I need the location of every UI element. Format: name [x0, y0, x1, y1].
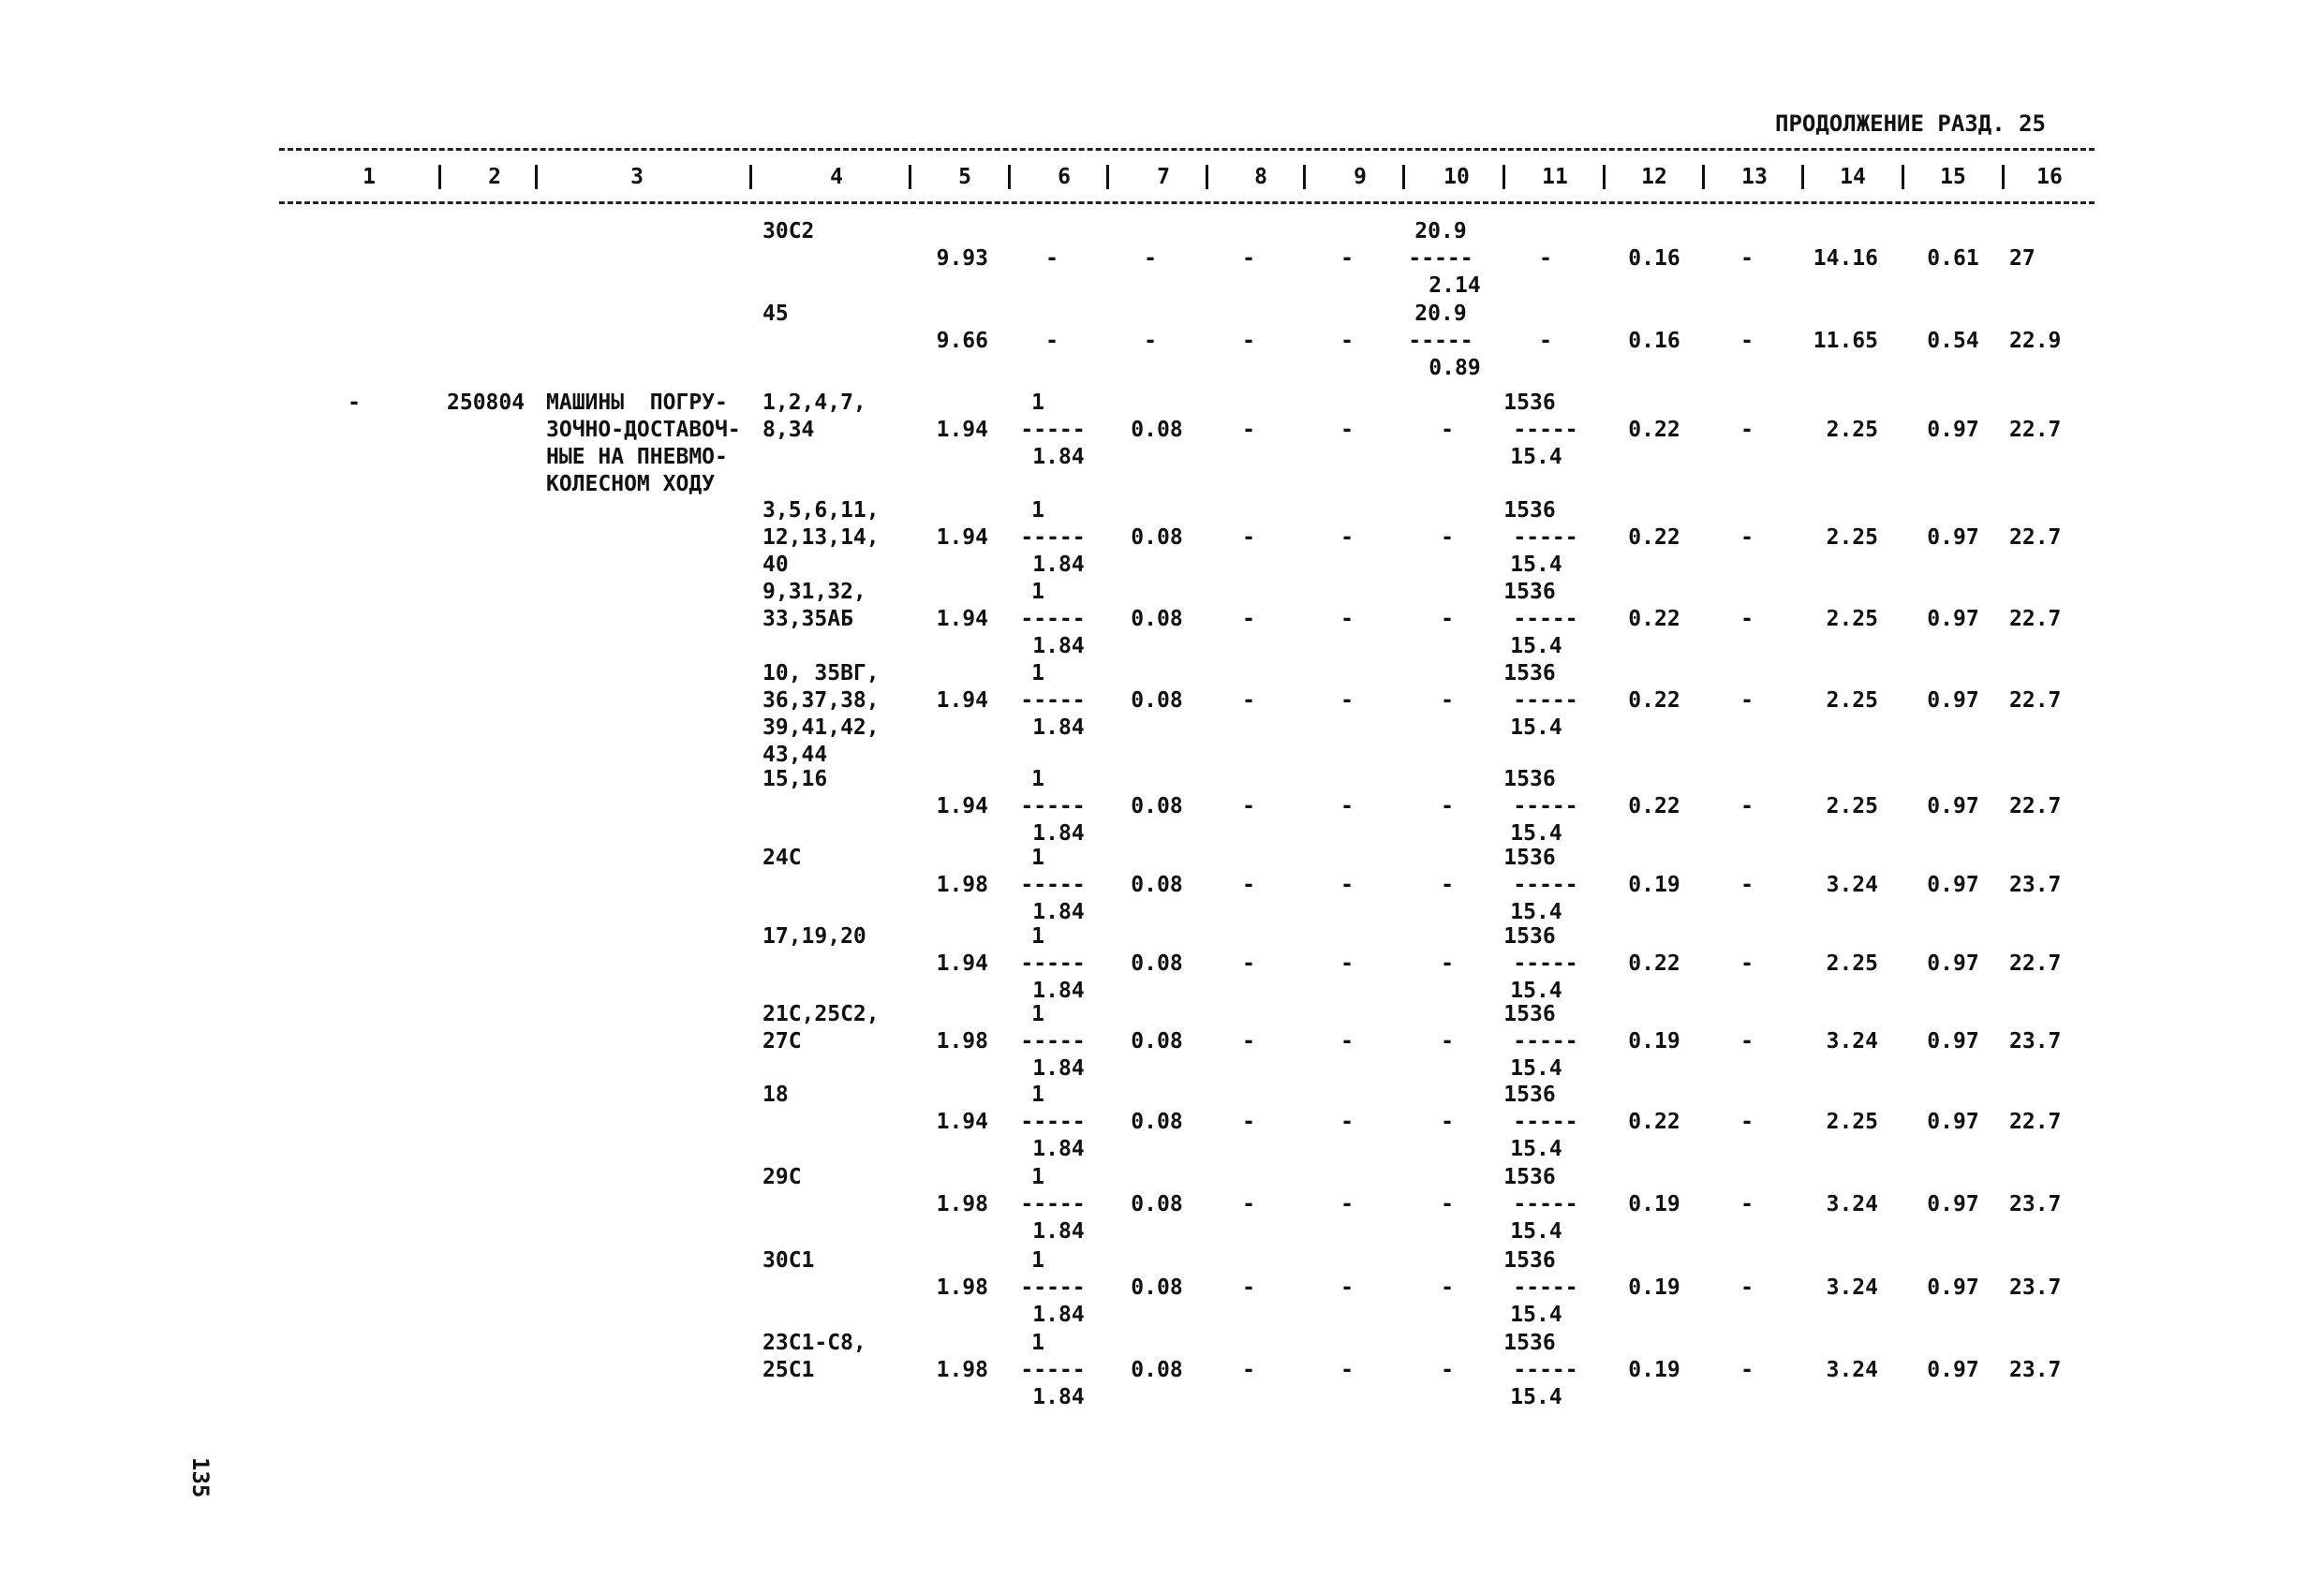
header-bottom-rule — [279, 201, 2095, 204]
cell-col4-line: 8,34 — [762, 418, 815, 442]
cell-col11-denominator: 15.4 — [1510, 900, 1562, 924]
group-col3-name-line: КОЛЕСНОМ ХОДУ — [546, 472, 716, 496]
cell-col6-fraction-bar: ----- — [1020, 607, 1086, 631]
cell-col6-fraction-bar: ----- — [1020, 951, 1086, 976]
cell-col8: - — [1242, 1358, 1255, 1382]
cell-col15: 0.97 — [1927, 525, 1979, 550]
cell-col4-line: 12,13,14, — [762, 525, 880, 550]
cell-col5: 1.94 — [936, 794, 988, 818]
cell-col16: 22.7 — [2009, 607, 2062, 631]
cell-col11-fraction-bar: ----- — [1513, 418, 1578, 442]
column-separator — [1402, 165, 1405, 189]
cell-col16: 23.7 — [2009, 1358, 2062, 1382]
page-number: 135 — [187, 1457, 214, 1498]
cell-col4-line: 39,41,42, — [762, 715, 880, 740]
cell-col15: 0.97 — [1927, 794, 1979, 818]
cell-col4-line: 23С1-С8, — [762, 1331, 866, 1355]
cell-col11-fraction-bar: ----- — [1513, 1110, 1578, 1134]
cell-col6-numerator: 1 — [1031, 924, 1044, 949]
cell-col6-fraction-bar: ----- — [1020, 1192, 1086, 1216]
cell-col5: 1.94 — [936, 951, 988, 976]
column-header-3: 3 — [630, 165, 644, 189]
cell-col14: 3.24 — [1826, 1029, 1878, 1054]
cell-col4-line: 30С1 — [762, 1248, 815, 1273]
cell-col6-denominator: 1.84 — [1032, 979, 1085, 1003]
cell-col4-line: 43,44 — [762, 743, 828, 767]
cell-col6-denominator: 1.84 — [1032, 1137, 1085, 1161]
cell-col11-fraction-bar: ----- — [1513, 873, 1578, 897]
cell-col5: 1.98 — [936, 1192, 988, 1216]
cell-col13: - — [1740, 607, 1754, 631]
cell-col12: 0.19 — [1628, 1192, 1680, 1216]
cell-col10-denominator: 2.14 — [1428, 273, 1481, 298]
cell-col15: 0.97 — [1927, 1192, 1979, 1216]
cell-col14: 2.25 — [1826, 1110, 1878, 1134]
cell-col4-line: 1,2,4,7, — [762, 391, 866, 415]
cell-col11-numerator: 1536 — [1503, 1248, 1556, 1273]
cell-col14: 2.25 — [1826, 525, 1878, 550]
cell-col5: 1.94 — [936, 688, 988, 713]
cell-col11-numerator: 1536 — [1503, 498, 1556, 523]
cell-col11-numerator: 1536 — [1503, 1331, 1556, 1355]
group-col1: - — [348, 391, 361, 415]
cell-col9: - — [1340, 1275, 1354, 1300]
cell-col15: 0.97 — [1927, 1110, 1979, 1134]
section-continuation-title: ПРОДОЛЖЕНИЕ РАЗД. 25 — [1775, 111, 2046, 137]
cell-col11-fraction-bar: ----- — [1513, 794, 1578, 818]
cell-col8: - — [1242, 329, 1255, 353]
column-separator — [909, 165, 911, 189]
cell-col8: - — [1242, 525, 1255, 550]
cell-col12: 0.19 — [1628, 1029, 1680, 1054]
column-header-10: 10 — [1443, 165, 1470, 189]
cell-col11-numerator: 1536 — [1503, 1165, 1556, 1189]
cell-col13: - — [1740, 1358, 1754, 1382]
cell-col16: 22.7 — [2009, 951, 2062, 976]
cell-col12: 0.16 — [1628, 329, 1680, 353]
group-col3-name-line: МАШИНЫ ПОГРУ- — [546, 391, 728, 415]
cell-col15: 0.61 — [1927, 246, 1979, 271]
column-separator — [1603, 165, 1606, 189]
cell-col7: 0.08 — [1131, 1029, 1183, 1054]
cell-col4-line: 40 — [762, 553, 789, 577]
cell-col6-numerator: 1 — [1031, 580, 1044, 604]
cell-col10: - — [1441, 951, 1454, 976]
column-header-11: 11 — [1542, 165, 1568, 189]
cell-col6-denominator: 1.84 — [1032, 821, 1085, 846]
cell-col10-fraction-bar: ----- — [1408, 329, 1473, 353]
cell-col10: - — [1441, 1110, 1454, 1134]
cell-col16: 22.7 — [2009, 1110, 2062, 1134]
cell-col10: - — [1441, 418, 1454, 442]
column-header-13: 13 — [1741, 165, 1768, 189]
column-header-8: 8 — [1254, 165, 1267, 189]
column-header-14: 14 — [1840, 165, 1866, 189]
column-separator — [1303, 165, 1306, 189]
column-header-6: 6 — [1058, 165, 1071, 189]
cell-col9: - — [1340, 1029, 1354, 1054]
cell-col8: - — [1242, 688, 1255, 713]
cell-col4-line: 29С — [762, 1165, 802, 1189]
cell-col13: - — [1740, 1192, 1754, 1216]
cell-col15: 0.54 — [1927, 329, 1979, 353]
column-header-4: 4 — [830, 165, 843, 189]
cell-col4: 45 — [762, 302, 789, 326]
cell-col7: 0.08 — [1131, 1110, 1183, 1134]
cell-col5: 1.94 — [936, 525, 988, 550]
cell-col11: - — [1539, 329, 1552, 353]
cell-col12: 0.16 — [1628, 246, 1680, 271]
column-separator — [1106, 165, 1109, 189]
cell-col8: - — [1242, 1192, 1255, 1216]
cell-col5: 9.66 — [936, 329, 988, 353]
cell-col6-denominator: 1.84 — [1032, 715, 1085, 740]
cell-col10-numerator: 20.9 — [1414, 219, 1467, 243]
cell-col10: - — [1441, 1192, 1454, 1216]
cell-col6-denominator: 1.84 — [1032, 1385, 1085, 1409]
cell-col13: - — [1740, 246, 1754, 271]
cell-col7: 0.08 — [1131, 525, 1183, 550]
cell-col4-line: 36,37,38, — [762, 688, 880, 713]
cell-col11-numerator: 1536 — [1503, 924, 1556, 949]
cell-col10: - — [1441, 688, 1454, 713]
cell-col12: 0.19 — [1628, 1275, 1680, 1300]
cell-col7: 0.08 — [1131, 794, 1183, 818]
cell-col7: 0.08 — [1131, 1192, 1183, 1216]
cell-col8: - — [1242, 607, 1255, 631]
cell-col6: - — [1045, 246, 1058, 271]
cell-col11-denominator: 15.4 — [1510, 1303, 1562, 1327]
cell-col14: 2.25 — [1826, 418, 1878, 442]
cell-col5: 1.94 — [936, 418, 988, 442]
cell-col6-numerator: 1 — [1031, 846, 1044, 870]
cell-col6-fraction-bar: ----- — [1020, 418, 1086, 442]
cell-col6-fraction-bar: ----- — [1020, 1029, 1086, 1054]
cell-col10: - — [1441, 607, 1454, 631]
cell-col10: - — [1441, 873, 1454, 897]
cell-col16: 22.7 — [2009, 688, 2062, 713]
column-separator — [1502, 165, 1505, 189]
cell-col15: 0.97 — [1927, 1358, 1979, 1382]
cell-col15: 0.97 — [1927, 1029, 1979, 1054]
cell-col10-numerator: 20.9 — [1414, 302, 1467, 326]
cell-col11-denominator: 15.4 — [1510, 715, 1562, 740]
cell-col11-denominator: 15.4 — [1510, 979, 1562, 1003]
cell-col16: 23.7 — [2009, 1192, 2062, 1216]
cell-col11-denominator: 15.4 — [1510, 634, 1562, 658]
cell-col6-numerator: 1 — [1031, 1002, 1044, 1026]
cell-col5: 1.94 — [936, 607, 988, 631]
cell-col14: 3.24 — [1826, 1192, 1878, 1216]
cell-col4-line: 15,16 — [762, 767, 828, 791]
cell-col9: - — [1340, 329, 1354, 353]
cell-col11-fraction-bar: ----- — [1513, 951, 1578, 976]
cell-col8: - — [1242, 1110, 1255, 1134]
cell-col5: 1.98 — [936, 1029, 988, 1054]
column-header-15: 15 — [1940, 165, 1966, 189]
cell-col6-numerator: 1 — [1031, 1248, 1044, 1273]
cell-col7: 0.08 — [1131, 1358, 1183, 1382]
cell-col8: - — [1242, 1275, 1255, 1300]
cell-col15: 0.97 — [1927, 607, 1979, 631]
cell-col13: - — [1740, 873, 1754, 897]
cell-col11-fraction-bar: ----- — [1513, 1275, 1578, 1300]
column-separator — [1902, 165, 1904, 189]
cell-col7: 0.08 — [1131, 951, 1183, 976]
cell-col7: 0.08 — [1131, 688, 1183, 713]
cell-col12: 0.22 — [1628, 1110, 1680, 1134]
column-header-2: 2 — [488, 165, 501, 189]
header-top-rule — [279, 148, 2095, 151]
cell-col6-numerator: 1 — [1031, 1083, 1044, 1107]
cell-col12: 0.22 — [1628, 418, 1680, 442]
cell-col11-denominator: 15.4 — [1510, 1137, 1562, 1161]
cell-col6-fraction-bar: ----- — [1020, 1358, 1086, 1382]
cell-col12: 0.19 — [1628, 1358, 1680, 1382]
cell-col6-fraction-bar: ----- — [1020, 525, 1086, 550]
cell-col4-line: 21С,25С2, — [762, 1002, 880, 1026]
group-col3-name-line: НЫЕ НА ПНЕВМО- — [546, 445, 728, 469]
cell-col15: 0.97 — [1927, 688, 1979, 713]
cell-col11-fraction-bar: ----- — [1513, 688, 1578, 713]
cell-col7: - — [1144, 329, 1157, 353]
cell-col11-denominator: 15.4 — [1510, 1385, 1562, 1409]
cell-col4-line: 3,5,6,11, — [762, 498, 880, 523]
cell-col11-numerator: 1536 — [1503, 1083, 1556, 1107]
cell-col12: 0.22 — [1628, 607, 1680, 631]
cell-col6-denominator: 1.84 — [1032, 553, 1085, 577]
cell-col11-numerator: 1536 — [1503, 1002, 1556, 1026]
cell-col6-fraction-bar: ----- — [1020, 688, 1086, 713]
cell-col9: - — [1340, 1110, 1354, 1134]
cell-col13: - — [1740, 329, 1754, 353]
cell-col11-fraction-bar: ----- — [1513, 1358, 1578, 1382]
cell-col6-fraction-bar: ----- — [1020, 1110, 1086, 1134]
cell-col14: 14.16 — [1813, 246, 1878, 271]
cell-col6-numerator: 1 — [1031, 498, 1044, 523]
cell-col11-fraction-bar: ----- — [1513, 1029, 1578, 1054]
cell-col4-line: 24С — [762, 846, 802, 870]
cell-col4-line: 9,31,32, — [762, 580, 866, 604]
cell-col14: 2.25 — [1826, 688, 1878, 713]
cell-col5: 1.98 — [936, 1275, 988, 1300]
cell-col6-denominator: 1.84 — [1032, 1219, 1085, 1244]
column-separator — [1702, 165, 1705, 189]
cell-col6-numerator: 1 — [1031, 1331, 1044, 1355]
cell-col6-denominator: 1.84 — [1032, 445, 1085, 469]
cell-col14: 11.65 — [1813, 329, 1878, 353]
cell-col7: 0.08 — [1131, 873, 1183, 897]
cell-col11-numerator: 1536 — [1503, 767, 1556, 791]
cell-col14: 3.24 — [1826, 873, 1878, 897]
cell-col8: - — [1242, 1029, 1255, 1054]
cell-col13: - — [1740, 525, 1754, 550]
cell-col16: 22.7 — [2009, 525, 2062, 550]
cell-col6-fraction-bar: ----- — [1020, 873, 1086, 897]
cell-col14: 2.25 — [1826, 794, 1878, 818]
cell-col6: - — [1045, 329, 1058, 353]
cell-col12: 0.22 — [1628, 794, 1680, 818]
cell-col9: - — [1340, 246, 1354, 271]
cell-col15: 0.97 — [1927, 1275, 1979, 1300]
cell-col6-denominator: 1.84 — [1032, 900, 1085, 924]
cell-col12: 0.22 — [1628, 951, 1680, 976]
cell-col16: 22.9 — [2009, 329, 2062, 353]
cell-col8: - — [1242, 418, 1255, 442]
cell-col4-line: 10, 35ВГ, — [762, 661, 880, 685]
column-header-9: 9 — [1354, 165, 1367, 189]
cell-col16: 23.7 — [2009, 873, 2062, 897]
cell-col4-line: 25С1 — [762, 1358, 815, 1382]
cell-col15: 0.97 — [1927, 418, 1979, 442]
cell-col11-numerator: 1536 — [1503, 391, 1556, 415]
cell-col11-numerator: 1536 — [1503, 846, 1556, 870]
column-separator — [1206, 165, 1208, 189]
cell-col12: 0.19 — [1628, 873, 1680, 897]
group-col2-code: 250804 — [447, 391, 525, 415]
column-separator — [535, 165, 538, 189]
cell-col11-fraction-bar: ----- — [1513, 1192, 1578, 1216]
cell-col10-fraction-bar: ----- — [1408, 246, 1473, 271]
cell-col7: 0.08 — [1131, 607, 1183, 631]
cell-col5: 9.93 — [936, 246, 988, 271]
column-header-16: 16 — [2036, 165, 2063, 189]
cell-col14: 3.24 — [1826, 1358, 1878, 1382]
cell-col15: 0.97 — [1927, 873, 1979, 897]
cell-col9: - — [1340, 1358, 1354, 1382]
cell-col10: - — [1441, 525, 1454, 550]
cell-col7: - — [1144, 246, 1157, 271]
cell-col6-numerator: 1 — [1031, 391, 1044, 415]
cell-col16: 22.7 — [2009, 418, 2062, 442]
cell-col16: 23.7 — [2009, 1275, 2062, 1300]
cell-col13: - — [1740, 1110, 1754, 1134]
cell-col9: - — [1340, 525, 1354, 550]
cell-col8: - — [1242, 794, 1255, 818]
cell-col6-denominator: 1.84 — [1032, 1303, 1085, 1327]
cell-col11-fraction-bar: ----- — [1513, 525, 1578, 550]
cell-col16: 22.7 — [2009, 794, 2062, 818]
cell-col9: - — [1340, 418, 1354, 442]
cell-col4-line: 17,19,20 — [762, 924, 866, 949]
cell-col7: 0.08 — [1131, 418, 1183, 442]
cell-col13: - — [1740, 1275, 1754, 1300]
cell-col13: - — [1740, 794, 1754, 818]
cell-col4-line: 18 — [762, 1083, 789, 1107]
cell-col10: - — [1441, 794, 1454, 818]
cell-col6-denominator: 1.84 — [1032, 634, 1085, 658]
cell-col16: 27 — [2009, 246, 2035, 271]
cell-col16: 23.7 — [2009, 1029, 2062, 1054]
cell-col12: 0.22 — [1628, 688, 1680, 713]
cell-col6-numerator: 1 — [1031, 661, 1044, 685]
cell-col5: 1.94 — [936, 1110, 988, 1134]
cell-col9: - — [1340, 607, 1354, 631]
cell-col12: 0.22 — [1628, 525, 1680, 550]
cell-col6-numerator: 1 — [1031, 767, 1044, 791]
column-separator — [1008, 165, 1011, 189]
cell-col14: 2.25 — [1826, 607, 1878, 631]
cell-col13: - — [1740, 951, 1754, 976]
cell-col6-fraction-bar: ----- — [1020, 794, 1086, 818]
column-header-5: 5 — [958, 165, 971, 189]
cell-col6-numerator: 1 — [1031, 1165, 1044, 1189]
cell-col11-numerator: 1536 — [1503, 661, 1556, 685]
cell-col10: - — [1441, 1029, 1454, 1054]
column-header-7: 7 — [1157, 165, 1170, 189]
cell-col11-denominator: 15.4 — [1510, 1219, 1562, 1244]
cell-col10: - — [1441, 1275, 1454, 1300]
cell-col13: - — [1740, 418, 1754, 442]
column-header-1: 1 — [363, 165, 376, 189]
cell-col9: - — [1340, 794, 1354, 818]
cell-col11-denominator: 15.4 — [1510, 821, 1562, 846]
cell-col6-denominator: 1.84 — [1032, 1056, 1085, 1081]
cell-col4: 30С2 — [762, 219, 815, 243]
column-separator — [1801, 165, 1804, 189]
cell-col11-numerator: 1536 — [1503, 580, 1556, 604]
cell-col13: - — [1740, 1029, 1754, 1054]
cell-col15: 0.97 — [1927, 951, 1979, 976]
cell-col11-denominator: 15.4 — [1510, 445, 1562, 469]
cell-col11-denominator: 15.4 — [1510, 553, 1562, 577]
cell-col10: - — [1441, 1358, 1454, 1382]
cell-col13: - — [1740, 688, 1754, 713]
cell-col8: - — [1242, 951, 1255, 976]
cell-col10-denominator: 0.89 — [1428, 356, 1481, 380]
column-header-12: 12 — [1641, 165, 1667, 189]
cell-col7: 0.08 — [1131, 1275, 1183, 1300]
cell-col8: - — [1242, 246, 1255, 271]
cell-col9: - — [1340, 951, 1354, 976]
cell-col8: - — [1242, 873, 1255, 897]
cell-col6-fraction-bar: ----- — [1020, 1275, 1086, 1300]
cell-col9: - — [1340, 688, 1354, 713]
cell-col14: 2.25 — [1826, 951, 1878, 976]
column-separator — [749, 165, 752, 189]
cell-col5: 1.98 — [936, 873, 988, 897]
group-col3-name-line: ЗОЧНО-ДОСТАВОЧ- — [546, 418, 741, 442]
cell-col9: - — [1340, 1192, 1354, 1216]
cell-col11-denominator: 15.4 — [1510, 1056, 1562, 1081]
cell-col4-line: 33,35АБ — [762, 607, 853, 631]
column-separator — [2002, 165, 2005, 189]
cell-col9: - — [1340, 873, 1354, 897]
cell-col5: 1.98 — [936, 1358, 988, 1382]
column-separator — [438, 165, 441, 189]
cell-col14: 3.24 — [1826, 1275, 1878, 1300]
cell-col4-line: 27С — [762, 1029, 802, 1054]
cell-col11: - — [1539, 246, 1552, 271]
cell-col11-fraction-bar: ----- — [1513, 607, 1578, 631]
